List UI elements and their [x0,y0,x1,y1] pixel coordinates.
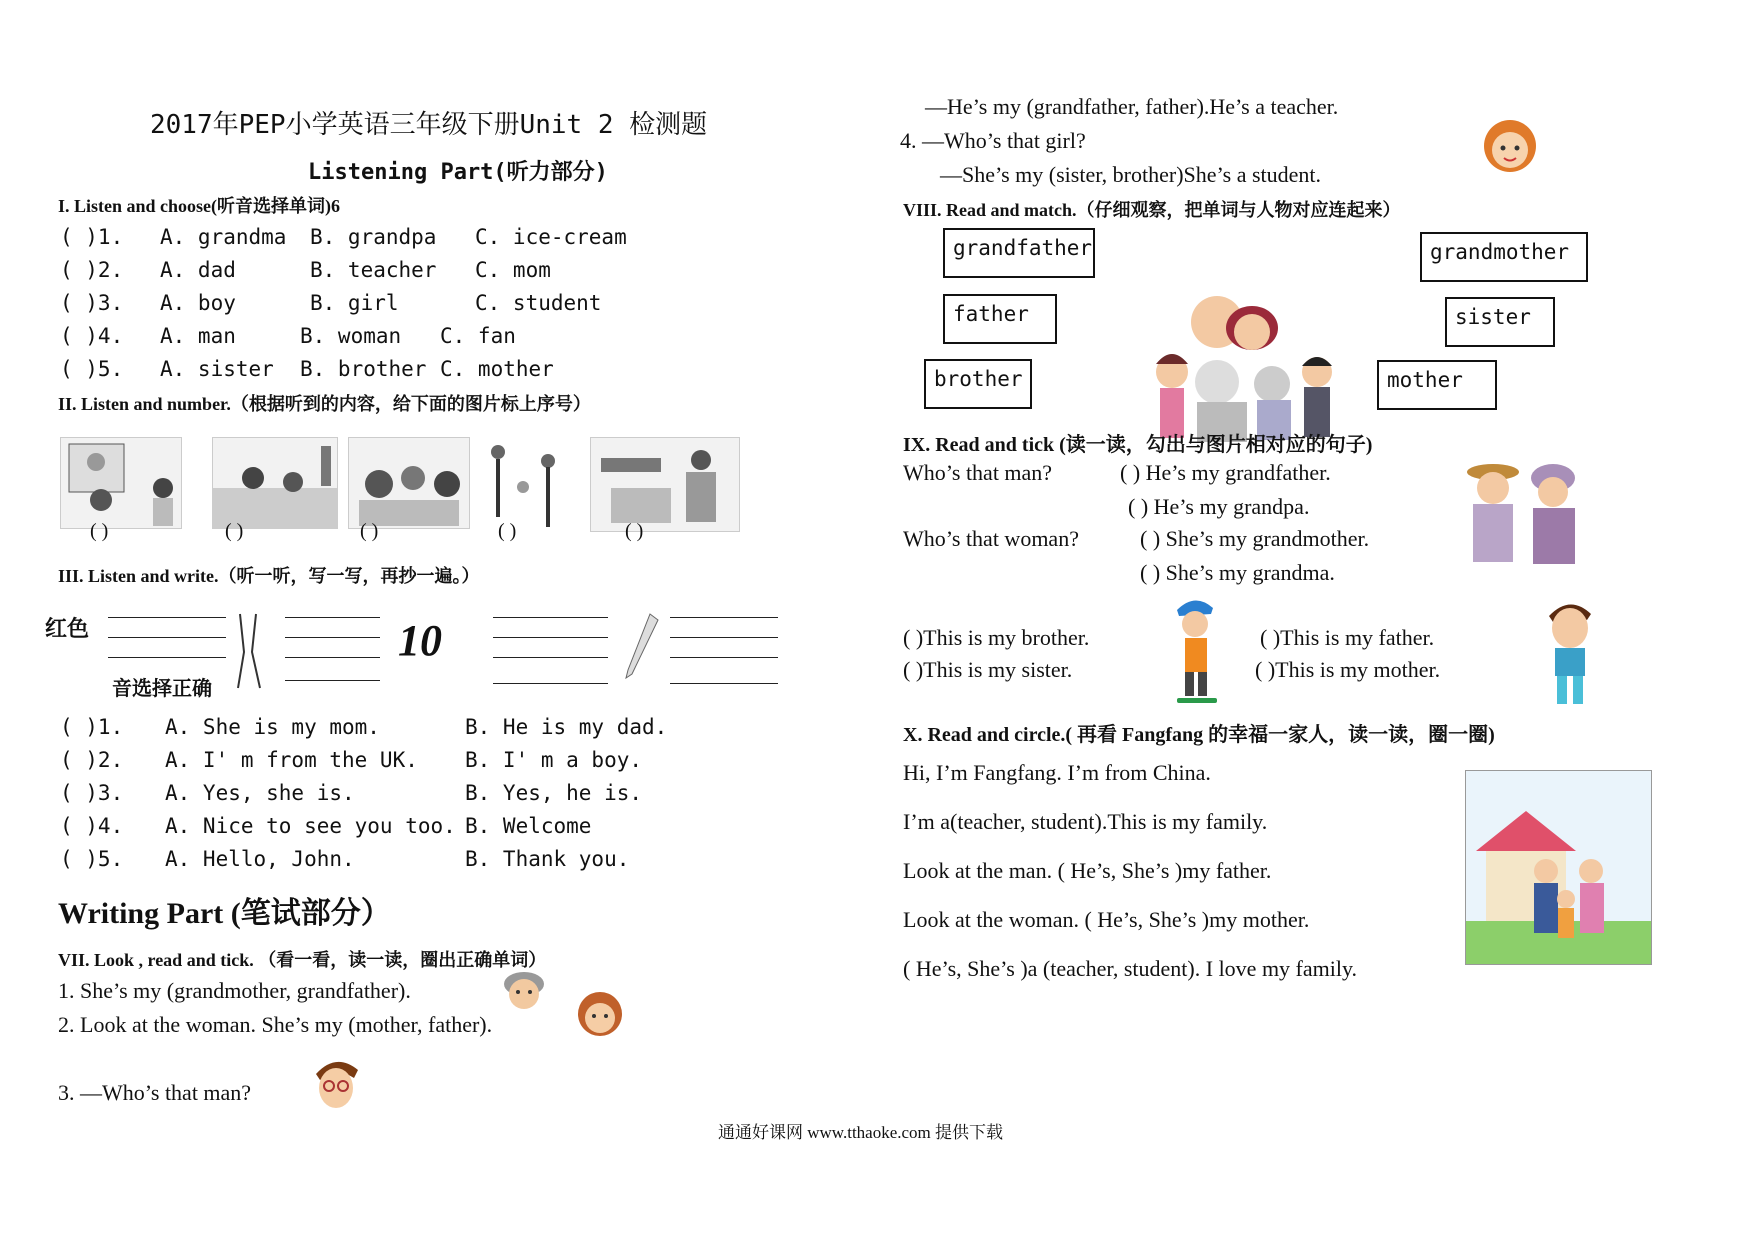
grandparents-table-art [591,438,740,532]
match-box-brother[interactable]: brother [924,359,1032,409]
legs-art [232,612,266,692]
classroom-picture-art [61,438,182,529]
legs-icon [232,612,266,697]
row-number: ( )4. [60,814,124,838]
circle-line: ( He’s, She’s )a (teacher, student). I love my family. [903,956,1358,981]
option-b: B. brother [300,357,427,381]
match-box-grandmother[interactable]: grandmother [1420,232,1588,282]
circle-line: Look at the man. ( He’s, She’s )my father. [903,858,1272,883]
question-man: Who’s that man? [903,460,1053,485]
row-number: ( )5. [60,357,124,381]
row-number: ( )2. [60,258,124,282]
dancing-picture [478,437,590,537]
section-10-heading: X. Read and circle.( 再看 Fangfang 的幸福一家人，读一读，圈一圈) [903,724,1495,746]
circle-line: I’m a(teacher, student).This is my family. [903,809,1268,834]
option-b: B. Yes, he is. [465,781,643,805]
option-father: ( )This is my father. [1260,625,1435,650]
number-paren: ( ) [498,520,517,542]
match-box-mother[interactable]: mother [1377,360,1497,410]
option-b: B. Thank you. [465,847,630,871]
option-grandfather: ( ) He’s my grandfather. [1120,460,1331,485]
section-9-heading: IX. Read and tick (读一读，勾出与图片相对应的句子) [903,434,1373,456]
option-b: B. teacher [310,258,437,282]
girls-picture [212,437,338,529]
kids-picture [348,437,470,529]
choice-row [60,324,516,348]
option-a: A. Nice to see you too. [165,814,456,838]
option-a: A. I' m from the UK. [165,748,418,772]
choice-row [60,357,554,381]
option-grandma: ( ) She’s my grandma. [1140,560,1335,585]
choice-row [60,225,627,249]
sentence-row [60,814,591,838]
option-mother: ( )This is my mother. [1255,657,1441,682]
number-ten-icon: 10 [398,616,442,665]
section-1-heading: I. Listen and choose(听音选择单词)6 [58,196,341,216]
writing-heading: Writing Part (笔试部分） [58,897,391,930]
number-paren: ( ) [90,520,109,542]
grandparents-table-picture [590,437,740,532]
girl-face-icon [570,990,630,1045]
sentence-row [60,748,642,772]
house-family-picture [1465,770,1652,965]
option-a: A. grandma [160,225,287,249]
grandma-face-icon [500,970,548,1019]
section-4-subheading: 音选择正确 [112,678,212,700]
option-sister: ( )This is my sister. [903,657,1073,682]
grandparents-art [1453,456,1593,566]
row-number: ( )3. [60,781,124,805]
option-b: B. grandpa [310,225,437,249]
sentence-row [60,847,629,871]
listening-heading: Listening Part(听力部分) [308,160,608,185]
match-box-sister[interactable]: sister [1445,297,1555,347]
man-standing-picture [1535,592,1605,712]
classroom-picture [60,437,182,529]
man-face-art [308,1052,364,1112]
option-c: C. fan [440,324,516,348]
girl-face-icon [1475,118,1545,181]
option-c: C. student [475,291,602,315]
option-grandmother: ( ) She’s my grandmother. [1140,526,1370,551]
girls-picture-art [213,438,338,529]
section-3-heading: III. Listen and write.（听一听，写一写，再抄一遍。） [58,566,480,586]
question-1: 1. She’s my (grandmother, grandfather). [58,978,411,1003]
section-7-heading: VII. Look , read and tick. （看一看，读一读，圈出正确单词） [58,950,547,970]
red-word-icon: 红色 [45,616,90,641]
option-c: C. ice-cream [475,225,627,249]
family-picture-art [1142,292,1347,442]
option-a: A. man [160,324,236,348]
number-paren: ( ) [360,520,379,542]
option-a: A. sister [160,357,274,381]
question-4-answer: —She’s my (sister, brother)She’s a student. [940,162,1322,187]
question-3-answer: —He’s my (grandfather, father).He’s a teacher. [925,94,1339,119]
row-number: ( )1. [60,225,124,249]
question-woman: Who’s that woman? [903,526,1079,551]
option-b: B. girl [310,291,399,315]
option-a: A. Hello, John. [165,847,355,871]
option-b: B. woman [300,324,402,348]
row-number: ( )5. [60,847,124,871]
section-8-heading: VIII. Read and match.（仔细观察，把单词与人物对应连起来） [903,200,1401,220]
option-brother: ( )This is my brother. [903,625,1090,650]
row-number: ( )3. [60,291,124,315]
option-b: B. Welcome [465,814,592,838]
option-a: A. boy [160,291,236,315]
grandparents-picture [1453,456,1593,571]
man-face-icon [308,1052,364,1117]
footer: 通通好课网 www.tthaoke.com 提供下载 [718,1123,1004,1142]
boy-skateboard-art [1165,592,1225,712]
crayon-icon [620,612,660,687]
kids-picture-art [349,438,470,529]
question-4: 4. —Who’s that girl? [900,128,1086,153]
choice-row [60,291,601,315]
question-3: 3. —Who’s that man? [58,1080,252,1105]
option-b: B. He is my dad. [465,715,668,739]
boy-skateboard-picture [1165,592,1225,717]
match-box-father[interactable]: father [943,294,1057,344]
row-number: ( )1. [60,715,124,739]
grandma-face-art [500,970,548,1014]
circle-line: Look at the woman. ( He’s, She’s )my mother. [903,907,1310,932]
option-c: C. mother [440,357,554,381]
number-paren: ( ) [625,520,644,542]
match-box-grandfather[interactable]: grandfather [943,228,1095,278]
choice-row [60,258,551,282]
family-picture [1142,292,1347,447]
option-a: A. Yes, she is. [165,781,355,805]
house-family-art [1466,771,1652,965]
section-2-heading: II. Listen and number.（根据听到的内容，给下面的图片标上序号） [58,394,591,414]
man-standing-art [1535,592,1605,707]
option-grandpa: ( ) He’s my grandpa. [1128,494,1310,519]
row-number: ( )2. [60,748,124,772]
page-title: 2017年PEP小学英语三年级下册Unit 2 检测题 [150,110,708,140]
sentence-row [60,715,667,739]
girl-face-art [570,990,630,1040]
option-b: B. I' m a boy. [465,748,643,772]
girl-face-art-2 [1475,118,1545,176]
question-2: 2. Look at the woman. She’s my (mother, father). [58,1012,493,1037]
option-a: A. dad [160,258,236,282]
option-a: A. She is my mom. [165,715,380,739]
row-number: ( )4. [60,324,124,348]
number-paren: ( ) [225,520,244,542]
dancing-picture-art [478,437,590,537]
crayon-art [620,612,660,682]
circle-line: Hi, I’m Fangfang. I’m from China. [903,760,1211,785]
option-c: C. mom [475,258,551,282]
sentence-row [60,781,642,805]
